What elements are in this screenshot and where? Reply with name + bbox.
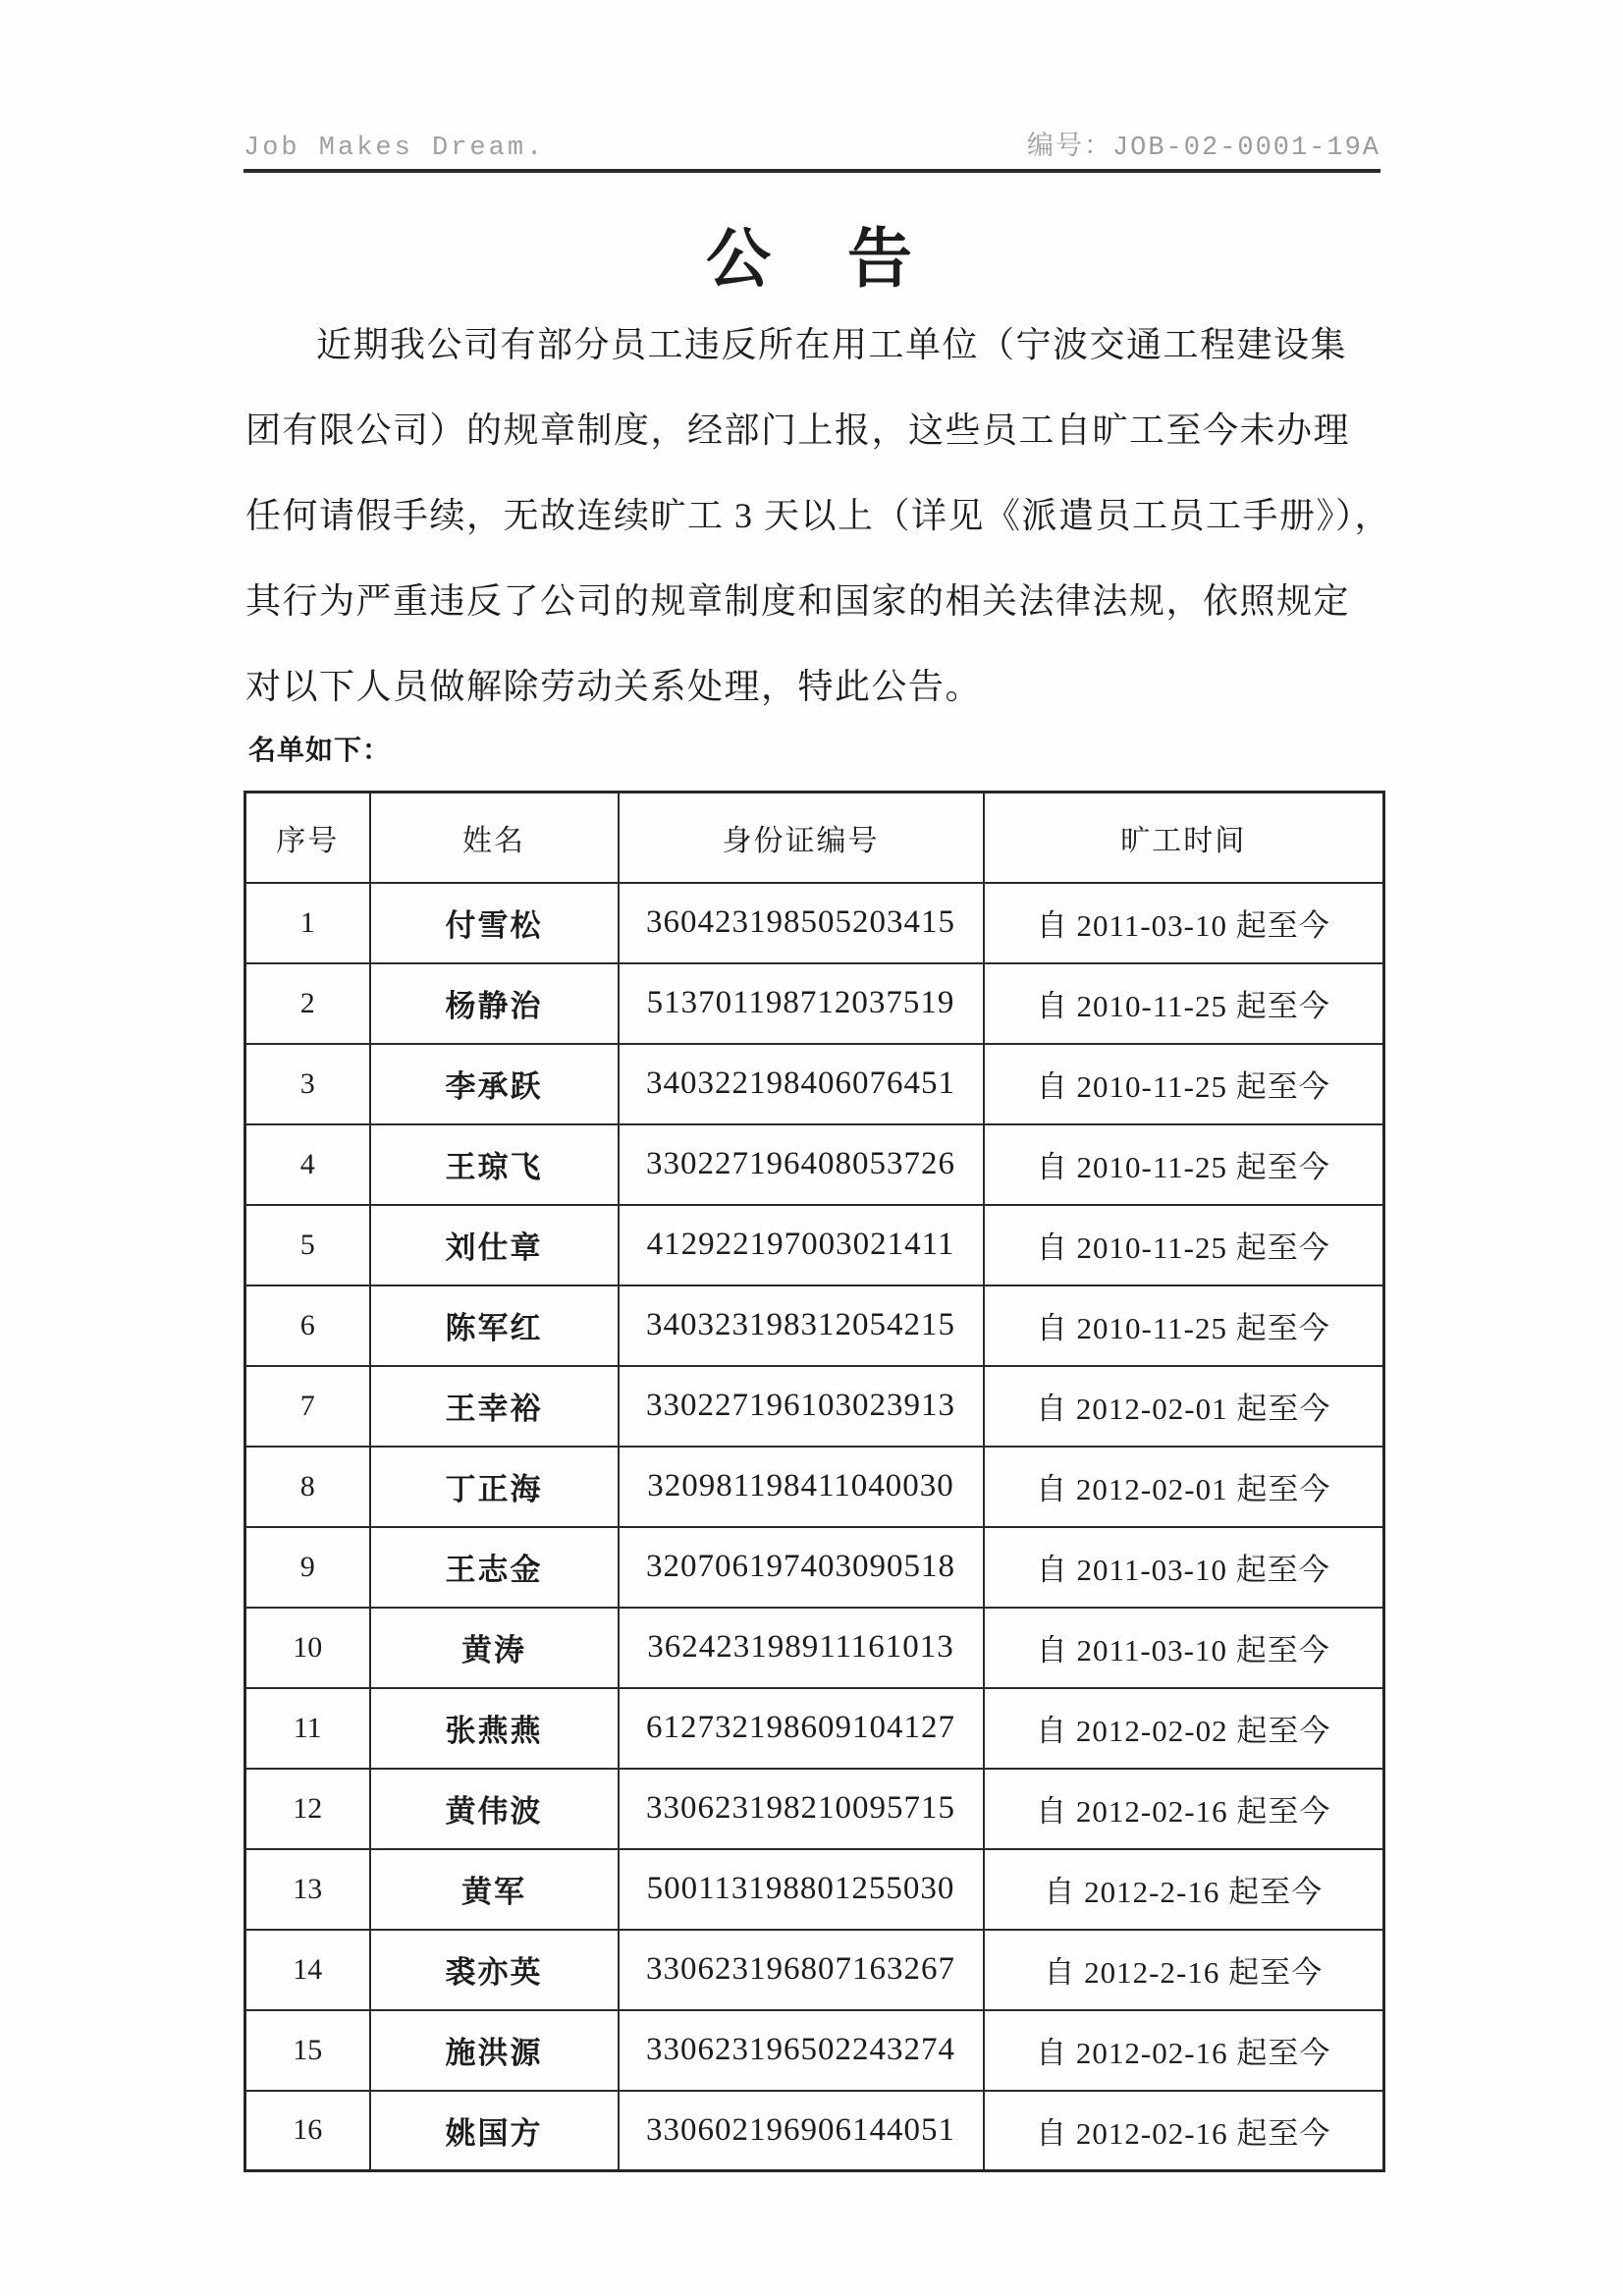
id-card-number: 320706197403090518 [619, 1527, 984, 1608]
absence-period: 自 2012-02-16 起至今 [984, 2091, 1384, 2171]
dismissal-table [243, 791, 1385, 2172]
row-index: 3 [245, 1044, 370, 1124]
id-card-number: 340322198406076451 [619, 1044, 984, 1124]
absence-period: 自 2011-03-10 起至今 [984, 1608, 1384, 1688]
id-card-number: 360423198505203415 [619, 883, 984, 963]
employee-name: 裘亦英 [370, 1930, 619, 2010]
employee-name: 张燕燕 [370, 1688, 619, 1769]
table-row [245, 883, 1384, 963]
row-index: 2 [245, 963, 370, 1044]
employee-name: 王琼飞 [370, 1124, 619, 1205]
body-line-1: 近期我公司有部分员工违反所在用工单位（宁波交通工程建设集 [316, 325, 1348, 364]
absence-period: 自 2012-02-01 起至今 [984, 1447, 1384, 1527]
row-index: 14 [245, 1930, 370, 2010]
row-index: 4 [245, 1124, 370, 1205]
absence-period: 自 2010-11-25 起至今 [984, 1124, 1384, 1205]
employee-name: 施洪源 [370, 2010, 619, 2091]
table-row [245, 2091, 1384, 2171]
employee-name: 姚国方 [370, 2091, 619, 2171]
employee-name: 陈军红 [370, 1285, 619, 1366]
table-row [245, 1527, 1384, 1608]
id-card-number: 340323198312054215 [619, 1285, 984, 1366]
id-card-number: 330623198210095715 [619, 1769, 984, 1849]
table-row [245, 963, 1384, 1044]
employee-name: 刘仕章 [370, 1205, 619, 1285]
body-line-5: 对以下人员做解除劳动关系处理，特此公告。 [245, 667, 983, 706]
absence-period: 自 2012-02-16 起至今 [984, 2010, 1384, 2091]
employee-name: 付雪松 [370, 883, 619, 963]
employee-name: 杨静治 [370, 963, 619, 1044]
absence-period: 自 2010-11-25 起至今 [984, 963, 1384, 1044]
row-index: 6 [245, 1285, 370, 1366]
absence-period: 自 2012-2-16 起至今 [984, 1930, 1384, 2010]
id-card-number: 513701198712037519 [619, 963, 984, 1044]
table-row [245, 1044, 1384, 1124]
id-card-number: 320981198411040030 [619, 1447, 984, 1527]
row-index: 15 [245, 2010, 370, 2091]
absence-period: 自 2010-11-25 起至今 [984, 1205, 1384, 1285]
body-line-2: 团有限公司）的规章制度，经部门上报，这些员工自旷工至今未办理 [245, 410, 1351, 450]
table-row [245, 1285, 1384, 1366]
table-row [245, 1124, 1384, 1205]
body-line-4: 其行为严重违反了公司的规章制度和国家的相关法律法规，依照规定 [245, 581, 1351, 621]
row-index: 11 [245, 1688, 370, 1769]
absence-period: 自 2010-11-25 起至今 [984, 1285, 1384, 1366]
table-row [245, 1608, 1384, 1688]
row-index: 8 [245, 1447, 370, 1527]
column-header-name: 姓名 [370, 793, 619, 883]
absence-period: 自 2011-03-10 起至今 [984, 883, 1384, 963]
absence-period: 自 2010-11-25 起至今 [984, 1044, 1384, 1124]
header-slogan: Job Makes Dream. [243, 134, 546, 163]
employee-name: 李承跃 [370, 1044, 619, 1124]
id-card-number: 362423198911161013 [619, 1608, 984, 1688]
table-row [245, 1205, 1384, 1285]
table-row [245, 1688, 1384, 1769]
table-row [245, 1447, 1384, 1527]
absence-period: 自 2012-02-01 起至今 [984, 1366, 1384, 1447]
id-card-number: 612732198609104127 [619, 1688, 984, 1769]
id-card-number: 330227196103023913 [619, 1366, 984, 1447]
id-card-number: 412922197003021411 [619, 1205, 984, 1285]
employee-name: 丁正海 [370, 1447, 619, 1527]
document-header [243, 124, 1380, 173]
absence-period: 自 2012-2-16 起至今 [984, 1849, 1384, 1930]
table-row [245, 2010, 1384, 2091]
employee-name: 王幸裕 [370, 1366, 619, 1447]
table-row [245, 1849, 1384, 1930]
table-body [245, 883, 1384, 2171]
row-index: 9 [245, 1527, 370, 1608]
row-index: 16 [245, 2091, 370, 2171]
employee-name: 黄军 [370, 1849, 619, 1930]
table-row [245, 1366, 1384, 1447]
list-label: 名单如下： [248, 735, 392, 765]
table-row [245, 1930, 1384, 2010]
table-header-row [245, 793, 1384, 883]
row-index: 12 [245, 1769, 370, 1849]
row-index: 1 [245, 883, 370, 963]
id-card-number: 330623196502243274 [619, 2010, 984, 2091]
id-card-number: 330227196408053726 [619, 1124, 984, 1205]
document-number: 编号：JOB-02-0001-19A [1026, 134, 1380, 163]
id-card-number: 330602196906144051 [619, 2091, 984, 2171]
page-title: 公 告 [706, 224, 918, 296]
row-index: 10 [245, 1608, 370, 1688]
absence-period: 自 2012-02-02 起至今 [984, 1688, 1384, 1769]
absence-period: 自 2011-03-10 起至今 [984, 1527, 1384, 1608]
row-index: 13 [245, 1849, 370, 1930]
row-index: 5 [245, 1205, 370, 1285]
body-line-3: 任何请假手续，无故连续旷工 3 天以上（详见《派遣员工员工手册》）， [245, 496, 1392, 535]
id-card-number: 330623196807163267 [619, 1930, 984, 2010]
employee-name: 王志金 [370, 1527, 619, 1608]
absence-period: 自 2012-02-16 起至今 [984, 1769, 1384, 1849]
employee-name: 黄涛 [370, 1608, 619, 1688]
row-index: 7 [245, 1366, 370, 1447]
column-header-index: 序号 [245, 793, 370, 883]
column-header-id: 身份证编号 [619, 793, 984, 883]
table-row [245, 1769, 1384, 1849]
announcement-body [245, 302, 1394, 730]
id-card-number: 500113198801255030 [619, 1849, 984, 1930]
employee-name: 黄伟波 [370, 1769, 619, 1849]
column-header-absence-time: 旷工时间 [984, 793, 1384, 883]
